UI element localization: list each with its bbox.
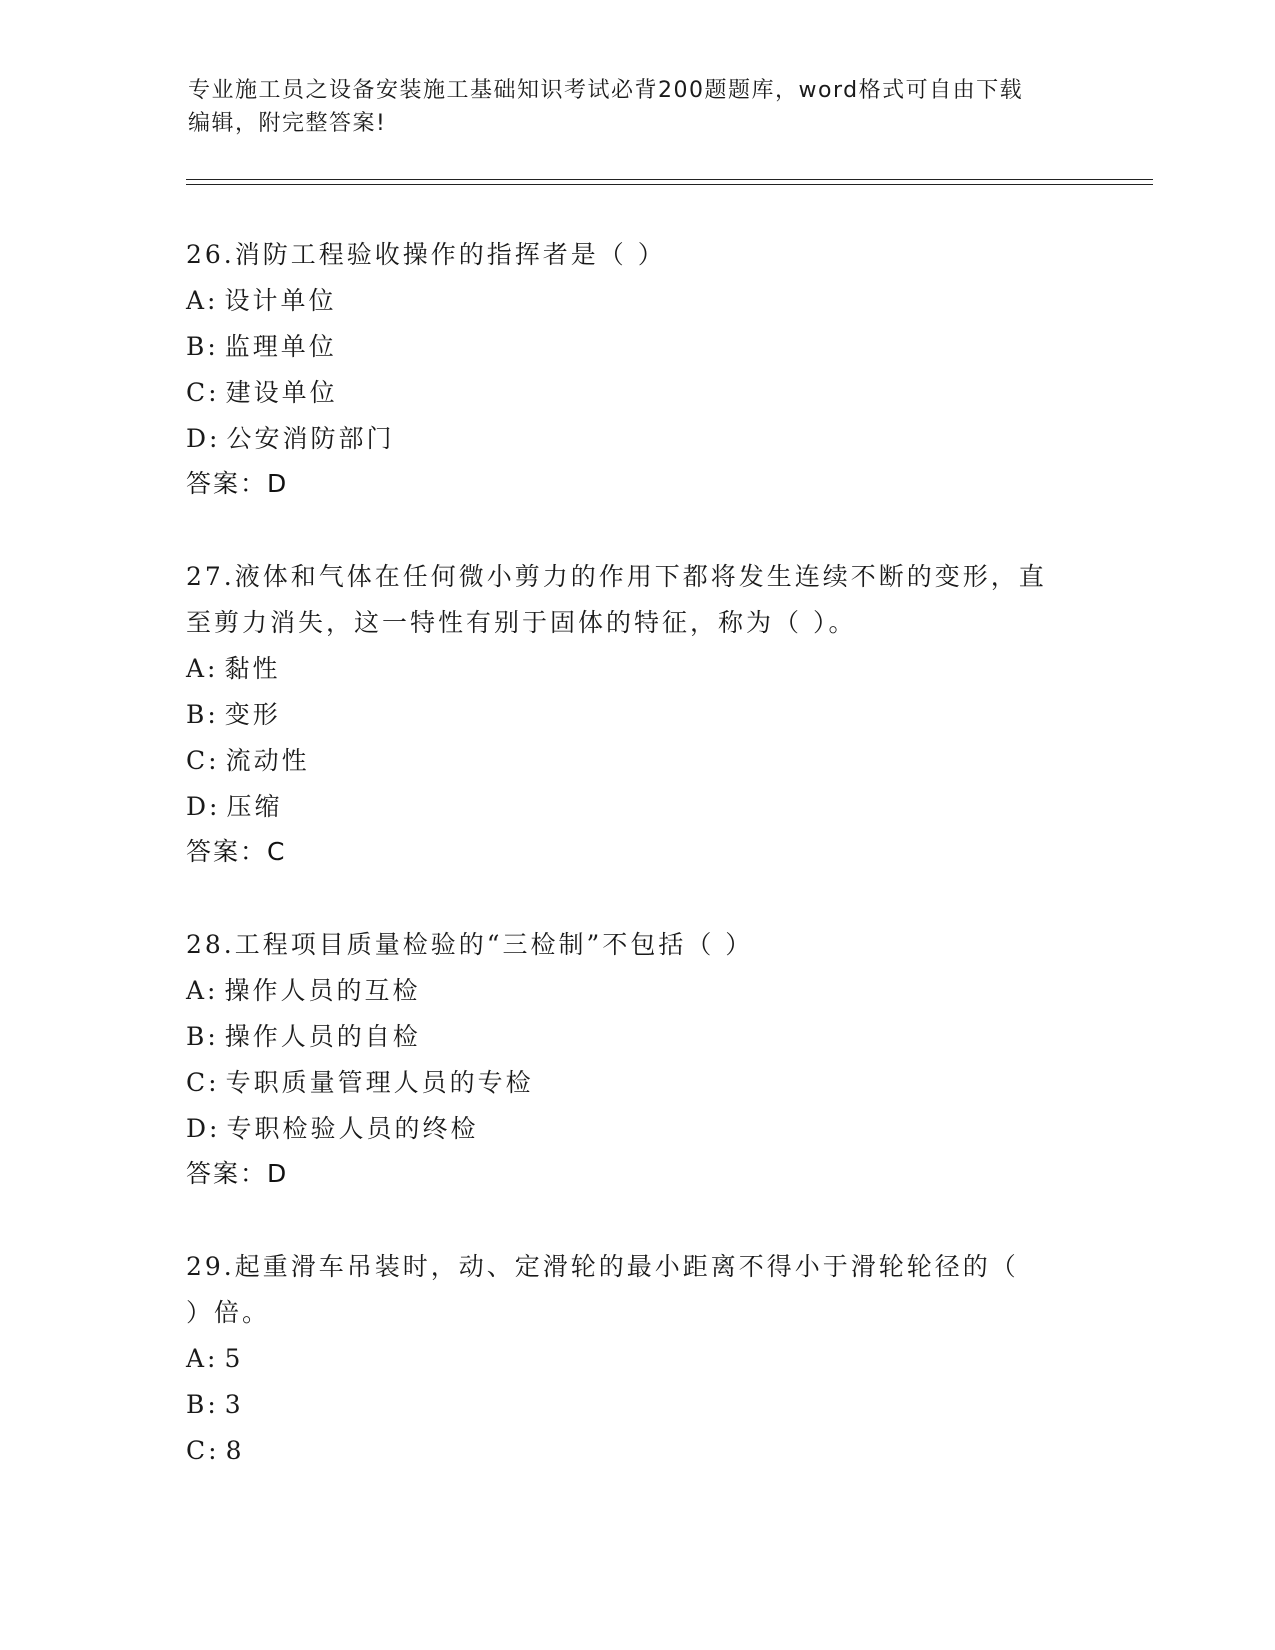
question-text-line: 液体和气体在任何微小剪力的作用下都将发生连续不断的变形，直 xyxy=(234,562,1047,591)
question-29 xyxy=(186,1244,1086,1474)
question-text-line: 消防工程验收操作的指挥者是（ ） xyxy=(234,240,666,269)
question-text-continued: ）倍。 xyxy=(186,1298,271,1327)
option-letter: A: xyxy=(186,1344,219,1373)
option-c xyxy=(186,370,1086,416)
answer: 答案：D xyxy=(186,469,289,498)
header-line-1: 专业施工员之设备安装施工基础知识考试必背200题题库，word格式可自由下载 xyxy=(188,78,1024,103)
option-a xyxy=(186,1336,1086,1382)
option-text: 设计单位 xyxy=(224,286,337,315)
header-double-rule xyxy=(186,179,1153,185)
option-letter: C: xyxy=(186,746,220,775)
question-number: 28. xyxy=(186,930,235,959)
option-text: 监理单位 xyxy=(224,332,337,361)
option-letter: B: xyxy=(186,1390,219,1419)
option-text: 变形 xyxy=(224,700,281,729)
option-d xyxy=(186,1106,1086,1152)
answer: 答案：D xyxy=(186,1159,289,1188)
option-b xyxy=(186,692,1086,738)
option-letter: D: xyxy=(186,1114,221,1143)
option-text: 压缩 xyxy=(226,792,283,821)
answer: 答案：C xyxy=(186,837,287,866)
option-a xyxy=(186,968,1086,1014)
question-28 xyxy=(186,922,1086,1196)
option-text: 黏性 xyxy=(224,654,281,683)
option-a xyxy=(186,278,1086,324)
option-letter: D: xyxy=(186,792,221,821)
question-text xyxy=(186,232,1086,278)
option-text: 专职检验人员的终检 xyxy=(226,1114,479,1143)
option-letter: A: xyxy=(186,976,219,1005)
option-letter: A: xyxy=(186,286,219,315)
option-c xyxy=(186,738,1086,784)
option-text: 5 xyxy=(224,1344,244,1373)
question-list xyxy=(186,232,1086,1522)
option-letter: D: xyxy=(186,424,221,453)
option-letter: C: xyxy=(186,1436,220,1465)
option-text: 建设单位 xyxy=(225,378,338,407)
header-line-2: 编辑，附完整答案! xyxy=(188,111,387,136)
option-text: 操作人员的互检 xyxy=(224,976,421,1005)
option-letter: B: xyxy=(186,332,219,361)
option-letter: A: xyxy=(186,654,219,683)
option-c xyxy=(186,1060,1086,1106)
document-header xyxy=(188,74,1088,140)
question-number: 29. xyxy=(186,1252,235,1281)
question-26 xyxy=(186,232,1086,506)
option-text: 专职质量管理人员的专检 xyxy=(225,1068,534,1097)
option-text: 操作人员的自检 xyxy=(224,1022,421,1051)
option-b xyxy=(186,324,1086,370)
option-letter: B: xyxy=(186,1022,219,1051)
question-number: 27. xyxy=(186,562,235,591)
question-text xyxy=(186,922,1086,968)
option-c xyxy=(186,1428,1086,1474)
option-a xyxy=(186,646,1086,692)
option-b xyxy=(186,1382,1086,1428)
option-text: 8 xyxy=(225,1436,245,1465)
question-text xyxy=(186,554,1086,600)
option-text: 公安消防部门 xyxy=(226,424,395,453)
question-number: 26. xyxy=(186,240,235,269)
option-d xyxy=(186,784,1086,830)
question-text-line: 起重滑车吊装时，动、定滑轮的最小距离不得小于滑轮轮径的（ xyxy=(234,1252,1019,1281)
question-text-continued: 至剪力消失，这一特性有别于固体的特征，称为（ ）。 xyxy=(186,608,857,637)
option-letter: B: xyxy=(186,700,219,729)
question-text xyxy=(186,1244,1086,1290)
question-27 xyxy=(186,554,1086,874)
option-b xyxy=(186,1014,1086,1060)
question-text-line: 工程项目质量检验的“三检制”不包括（ ） xyxy=(234,930,754,959)
option-text: 3 xyxy=(224,1390,244,1419)
option-letter: C: xyxy=(186,378,220,407)
option-d xyxy=(186,416,1086,462)
option-letter: C: xyxy=(186,1068,220,1097)
option-text: 流动性 xyxy=(225,746,310,775)
